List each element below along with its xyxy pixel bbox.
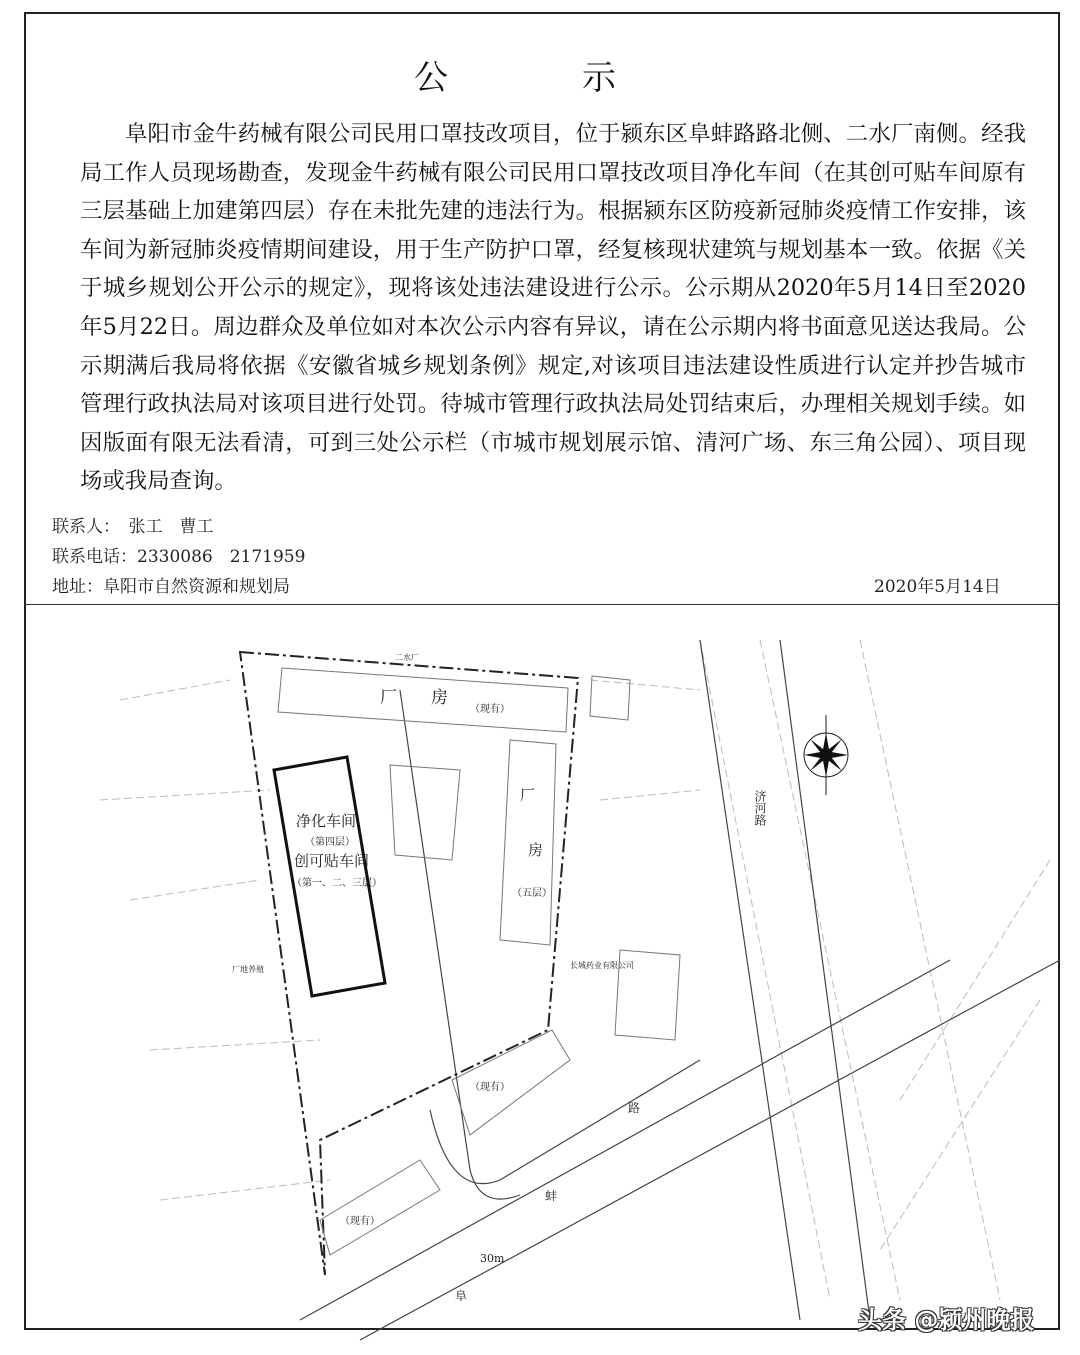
divider [24,604,1060,605]
notice-date: 2020年5月14日 [874,577,1001,597]
factory-east-label-1: 厂 [520,786,536,804]
factory-east-note: （五层） [512,888,552,899]
purification-workshop-building [274,757,385,996]
site-boundary [240,652,578,1275]
road-width-label: 30m [480,1252,505,1265]
road-east-label: 济河路 [753,790,767,826]
purification-floor-label: （第四层） [305,837,355,848]
road-south-label-1: 路 [628,1101,641,1115]
address: 地址：阜阳市自然资源和规划局 [52,577,290,597]
road-south-label-3: 阜 [455,1289,468,1303]
contact-person: 联系人： 张工 曹工 [52,517,214,537]
south-building-note-2: （现有） [340,1216,380,1227]
contact-phone: 联系电话：2330086 2171959 [52,547,306,567]
road-south-label-2: 蚌 [545,1189,558,1203]
notice-body: 阜阳市金牛药械有限公司民用口罩技改项目，位于颍东区阜蚌路路北侧、二水厂南侧。经我局工作人员现场勘查，发现金牛药械有限公司民用口罩技改项目净化车间（在其创可贴车间原有三层基础上加建第四层）存在未批先建的违法行为。根据颍东区防疫新冠肺炎疫情工作安排，该车间为新冠肺炎疫情期间建设，用于生产防护口罩，经复核现状建筑与规划基本一致。依据《关于城乡规划公开公示的规定》，现将该处违法建设进行公示。公示期从2020年5月14日至2020年5月22日。周边群众及单位如对本次公示内容有异议，请在公示期内将书面意见送达我局。公示期满后我局将依据《安徽省城乡规划条例》规定,对该项目违法建设性质进行认定并抄告城市管理行政执法局对该项目进行处罚。待城市管理行政执法局处罚结束后，办理相关规划手续。如因版面有限无法看清，可到三处公示栏（市城市规划展示馆、清河广场、东三角公园）、项目现场或我局查询。 [80,121,1026,495]
notice-title: 公 示 [414,58,666,98]
south-building-note-1: （现有） [470,1082,510,1093]
north-arrow-icon [804,715,848,795]
factory-north-note: （现有） [470,704,510,715]
bandage-floors-label: （第一、二、三层） [292,878,382,889]
bandage-workshop-label: 创可贴车间 [294,852,370,870]
site-plan [0,606,1080,1355]
north-neighbor-label: 二水厂 [395,653,419,662]
purification-workshop-label: 净化车间 [296,812,357,830]
factory-north-label: 厂 房 [380,688,448,708]
factory-east-label-2: 房 [528,841,544,859]
south-building-2 [320,1160,440,1255]
roads [300,640,1060,1340]
company-label: 长城药业有限公司 [570,961,634,970]
watermark: 头条 @颍州晚报 [858,1306,1035,1334]
west-label: 厂地养殖 [232,965,264,974]
